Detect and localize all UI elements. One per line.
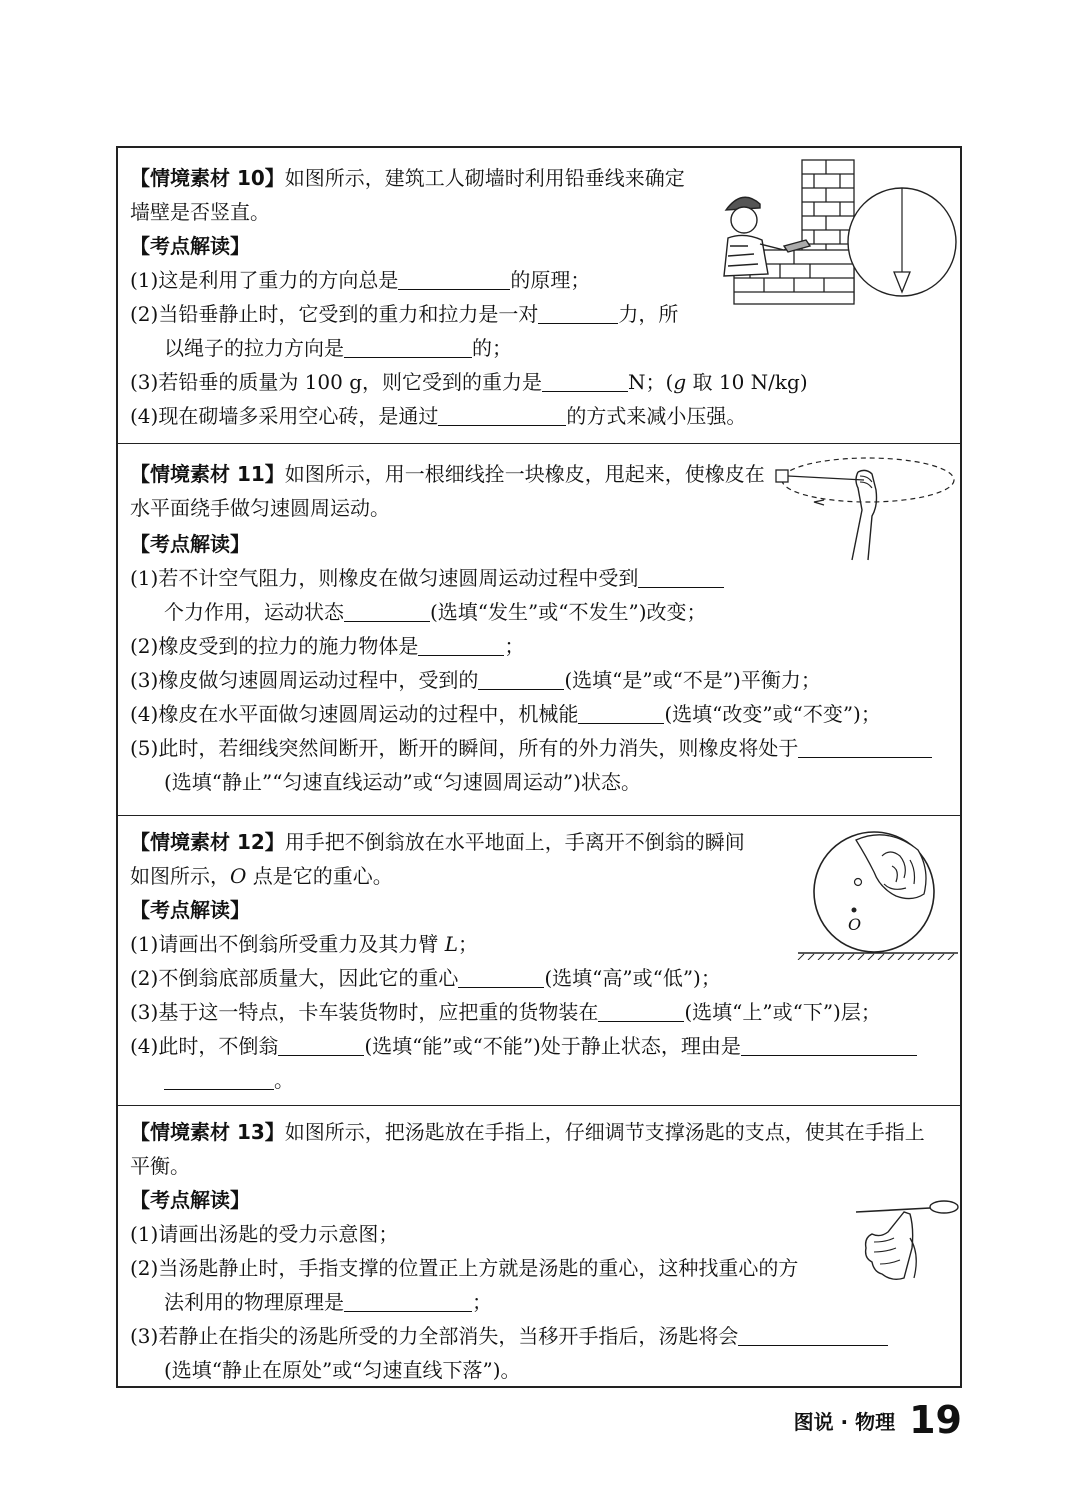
answer-blank[interactable]	[164, 1069, 274, 1090]
s10-q4: (4)现在砌墙多采用空心砖，是通过 的方式来减小压强。	[130, 404, 747, 428]
tumbler-toy-figure	[796, 826, 960, 960]
answer-blank[interactable]	[418, 635, 504, 656]
content-frame	[116, 146, 962, 1388]
s11-q2: (2)橡皮受到的拉力的施力物体是 ；	[130, 634, 525, 658]
s12-q3: (3)基于这一特点，卡车装货物时，应把重的货物装在 (选填“上”或“下”)层；	[130, 1000, 881, 1024]
s10-q2: (2)当铅垂静止时，它受到的重力和拉力是一对 力，所	[130, 302, 679, 326]
answer-blank[interactable]	[438, 405, 566, 426]
s11-intro-line1: 【情境素材 11】如图所示，用一根细线拴一块橡皮，甩起来，使橡皮在	[130, 462, 765, 486]
s13-heading: 【考点解读】	[130, 1188, 250, 1212]
s11-q1-cont: 个力作用，运动状态 (选填“发生”或“不发生”)改变；	[164, 600, 707, 624]
s13-q3-cont: (选填“静止在原处”或“匀速直线下落”)。	[164, 1358, 521, 1382]
s10-intro-line2: 墙壁是否竖直。	[130, 200, 270, 224]
s13-q1: (1)请画出汤匙的受力示意图；	[130, 1222, 399, 1246]
answer-blank[interactable]	[344, 1291, 472, 1312]
answer-blank[interactable]	[344, 601, 430, 622]
s10-q2-cont: 以绳子的拉力方向是 的；	[164, 336, 512, 360]
answer-blank[interactable]	[638, 567, 724, 588]
section-12	[118, 816, 960, 1106]
s11-q3: (3)橡皮做匀速圆周运动过程中，受到的 (选填“是”或“不是”)平衡力；	[130, 668, 821, 692]
s13-intro-line2: 平衡。	[130, 1154, 190, 1178]
s12-q4-cont: 。	[164, 1066, 294, 1094]
s10-intro-line1: 【情境素材 10】如图所示，建筑工人砌墙时利用铅垂线来确定	[130, 166, 685, 190]
s12-intro-line1: 【情境素材 12】用手把不倒翁放在水平地面上，手离开不倒翁的瞬间	[130, 830, 745, 854]
section-10	[118, 148, 960, 444]
s12-title: 【情境素材 12】	[130, 830, 285, 854]
page-footer	[794, 1392, 962, 1448]
s11-q5: (5)此时，若细线突然间断开，断开的瞬间，所有的外力消失，则橡皮将处于	[130, 734, 932, 762]
answer-blank[interactable]	[598, 1001, 684, 1022]
section-13	[118, 1106, 960, 1388]
s10-q1: (1)这是利用了重力的方向总是 的原理；	[130, 268, 591, 292]
s13-title: 【情境素材 13】	[130, 1120, 285, 1144]
s13-q2-cont: 法利用的物理原理是 ；	[164, 1290, 492, 1314]
s12-q1: (1)请画出不倒翁所受重力及其力臂 L；	[130, 932, 478, 956]
answer-blank[interactable]	[344, 337, 472, 358]
answer-blank[interactable]	[741, 1035, 917, 1056]
s11-intro-line2: 水平面绕手做匀速圆周运动。	[130, 496, 390, 520]
s13-q3: (3)若静止在指尖的汤匙所受的力全部消失，当移开手指后，汤匙将会	[130, 1322, 888, 1350]
answer-blank[interactable]	[798, 737, 932, 758]
answer-blank[interactable]	[738, 1325, 888, 1346]
s11-q4: (4)橡皮在水平面做匀速圆周运动的过程中，机械能 (选填“改变”或“不变”)；	[130, 702, 881, 726]
s11-q5-cont: (选填“静止”“匀速直线运动”或“匀速圆周运动”)状态。	[164, 770, 641, 794]
section-11	[118, 444, 960, 816]
s10-heading: 【考点解读】	[130, 234, 250, 258]
s11-heading: 【考点解读】	[130, 532, 250, 556]
s10-title: 【情境素材 10】	[130, 166, 285, 190]
s12-q4: (4)此时，不倒翁 (选填“能”或“不能”)处于静止状态，理由是	[130, 1032, 917, 1060]
eraser-circular-motion-figure	[768, 450, 958, 570]
answer-blank[interactable]	[458, 967, 544, 988]
answer-blank[interactable]	[478, 669, 564, 690]
s11-q1: (1)若不计空气阻力，则橡皮在做匀速圆周运动过程中受到	[130, 564, 724, 592]
s13-q2: (2)当汤匙静止时，手指支撑的位置正上方就是汤匙的重心，这种找重心的方	[130, 1256, 799, 1280]
page-number: 19	[909, 1398, 962, 1442]
spoon-on-finger-figure	[852, 1198, 962, 1284]
s11-title: 【情境素材 11】	[130, 462, 285, 486]
answer-blank[interactable]	[578, 703, 664, 724]
book-title: 图说 · 物理	[793, 1409, 896, 1434]
answer-blank[interactable]	[398, 269, 510, 290]
s12-heading: 【考点解读】	[130, 898, 250, 922]
answer-blank[interactable]	[278, 1035, 364, 1056]
s13-intro-line1: 【情境素材 13】如图所示，把汤匙放在手指上，仔细调节支撑汤匙的支点，使其在手指上	[130, 1120, 925, 1144]
s10-q3: (3)若铅垂的质量为 100 g，则它受到的重力是 N；(g 取 10 N/kg)	[130, 370, 808, 394]
center-of-gravity-label: O	[848, 915, 862, 934]
answer-blank[interactable]	[542, 371, 628, 392]
s12-intro-line2: 如图所示，O 点是它的重心。	[130, 864, 393, 888]
answer-blank[interactable]	[538, 303, 618, 324]
s12-q2: (2)不倒翁底部质量大，因此它的重心 (选填“高”或“低”)；	[130, 966, 721, 990]
worker-plumb-line-figure	[714, 154, 958, 308]
